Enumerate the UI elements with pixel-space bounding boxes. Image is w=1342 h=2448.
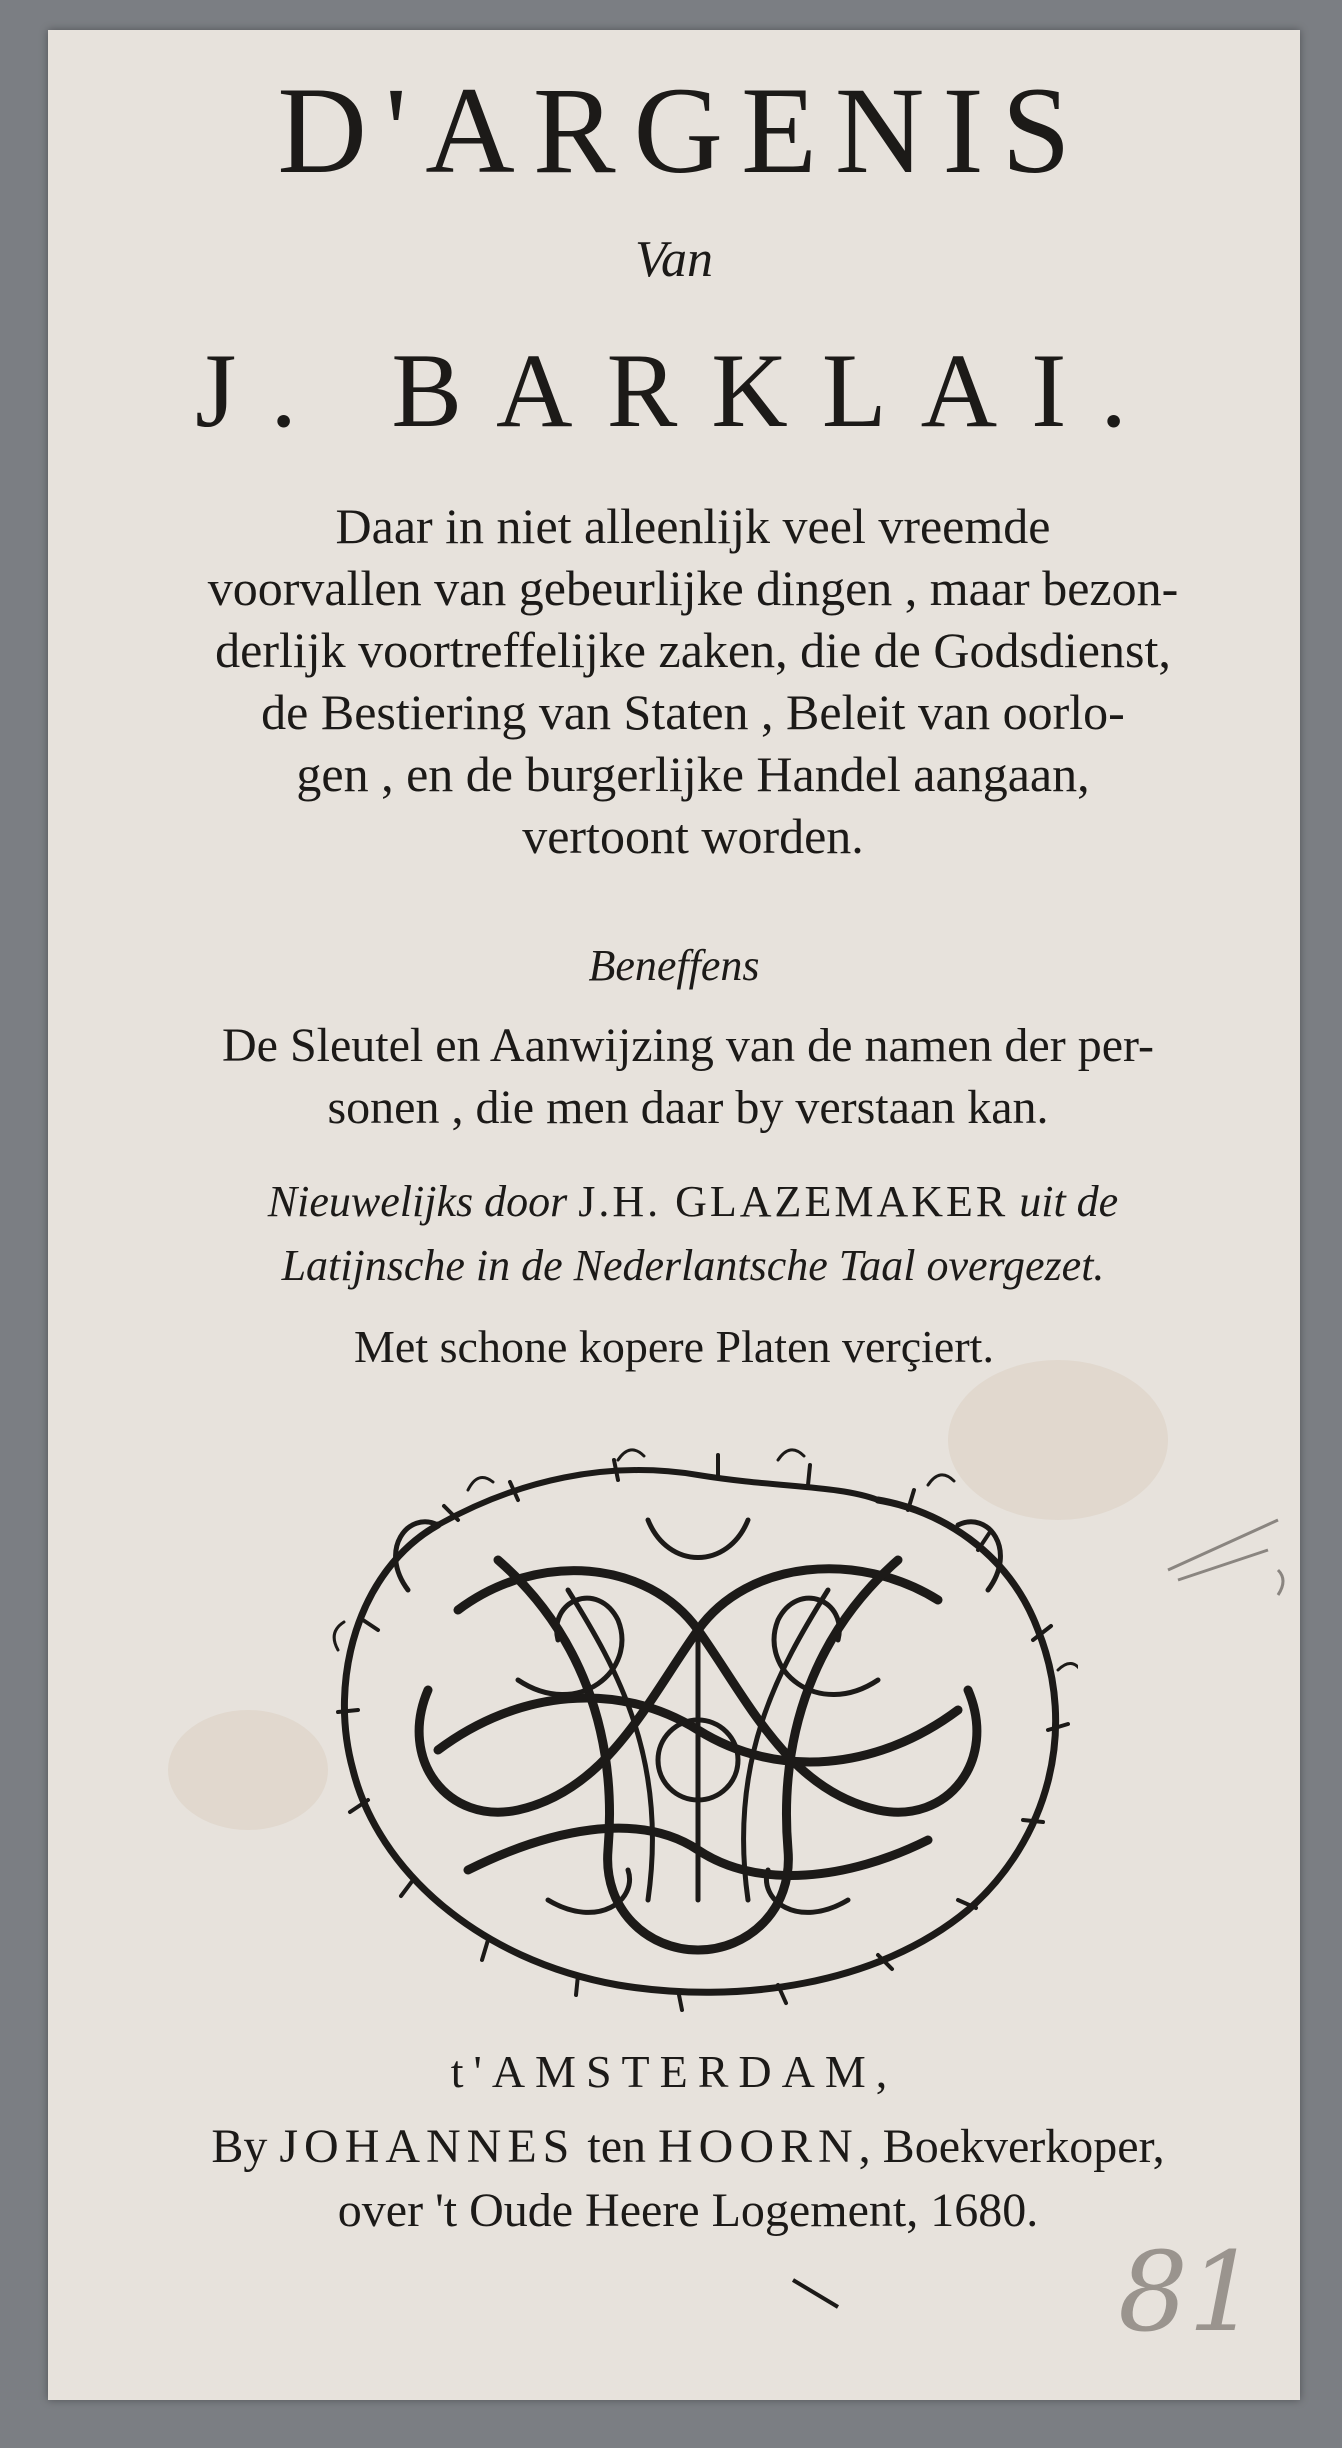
printers-device-ornament <box>318 1430 1078 2020</box>
title-page <box>48 30 1300 2400</box>
ink-stroke-mark <box>788 2275 848 2315</box>
paper-stain <box>168 1710 328 1830</box>
printer-last-name: HOORN <box>658 2120 859 2173</box>
imprint-ten: ten <box>587 2120 646 2173</box>
description-line: gen , en de burgerlijke Handel aangaan, <box>296 746 1090 802</box>
van-word: Van <box>635 231 713 288</box>
handwritten-number-text: 81 <box>1118 2228 1258 2356</box>
platen-note: Met schone kopere Platen verçiert. <box>354 1321 994 1372</box>
translator-credit <box>128 1170 1258 1298</box>
description-line: vertoont worden. <box>522 808 864 864</box>
translator-name: J.H. GLAZEMAKER <box>578 1177 1009 1226</box>
author-name: J. BARKLAI. <box>195 332 1161 449</box>
imprint-place: t'AMSTERDAM, <box>450 2046 898 2097</box>
description-line: de Bestiering van Staten , Beleit van oorlo- <box>261 684 1125 740</box>
imprint-occupation: , Boekverkoper, <box>858 2120 1165 2173</box>
translator-post: uit de <box>1019 1177 1119 1226</box>
description <box>118 495 1268 867</box>
translator-pre: Nieuwelijks door <box>267 1177 568 1226</box>
sleutel-line: sonen , die men daar by verstaan kan. <box>327 1081 1049 1134</box>
sleutel-line: De Sleutel en Aanwijzing van de namen der per- <box>221 1019 1155 1072</box>
description-line: Daar in niet alleenlijk veel vreemde <box>335 498 1051 554</box>
handwritten-number <box>1088 2220 1308 2360</box>
imprint-line-1 <box>108 2115 1268 2179</box>
imprint-line-2: over 't Oude Heere Logement, 1680. <box>337 2184 1039 2237</box>
translator-line-1 <box>128 1170 1258 1234</box>
description-line: voorvallen van gebeurlijke dingen , maar bezon- <box>207 560 1179 616</box>
description-line: derlijk voortreffelijke zaken, die de Godsdienst, <box>215 622 1171 678</box>
pencil-edge-marks <box>1158 1510 1308 1630</box>
sleutel-text <box>108 1015 1268 1139</box>
printer-first-name: JOHANNES <box>279 2120 576 2173</box>
translator-line-2: Latijnsche in de Nederlantsche Taal overgezet. <box>281 1241 1105 1290</box>
book-title: D'ARGENIS <box>277 62 1089 199</box>
imprint-by: By <box>211 2120 268 2173</box>
beneffens-heading: Beneffens <box>588 941 760 990</box>
